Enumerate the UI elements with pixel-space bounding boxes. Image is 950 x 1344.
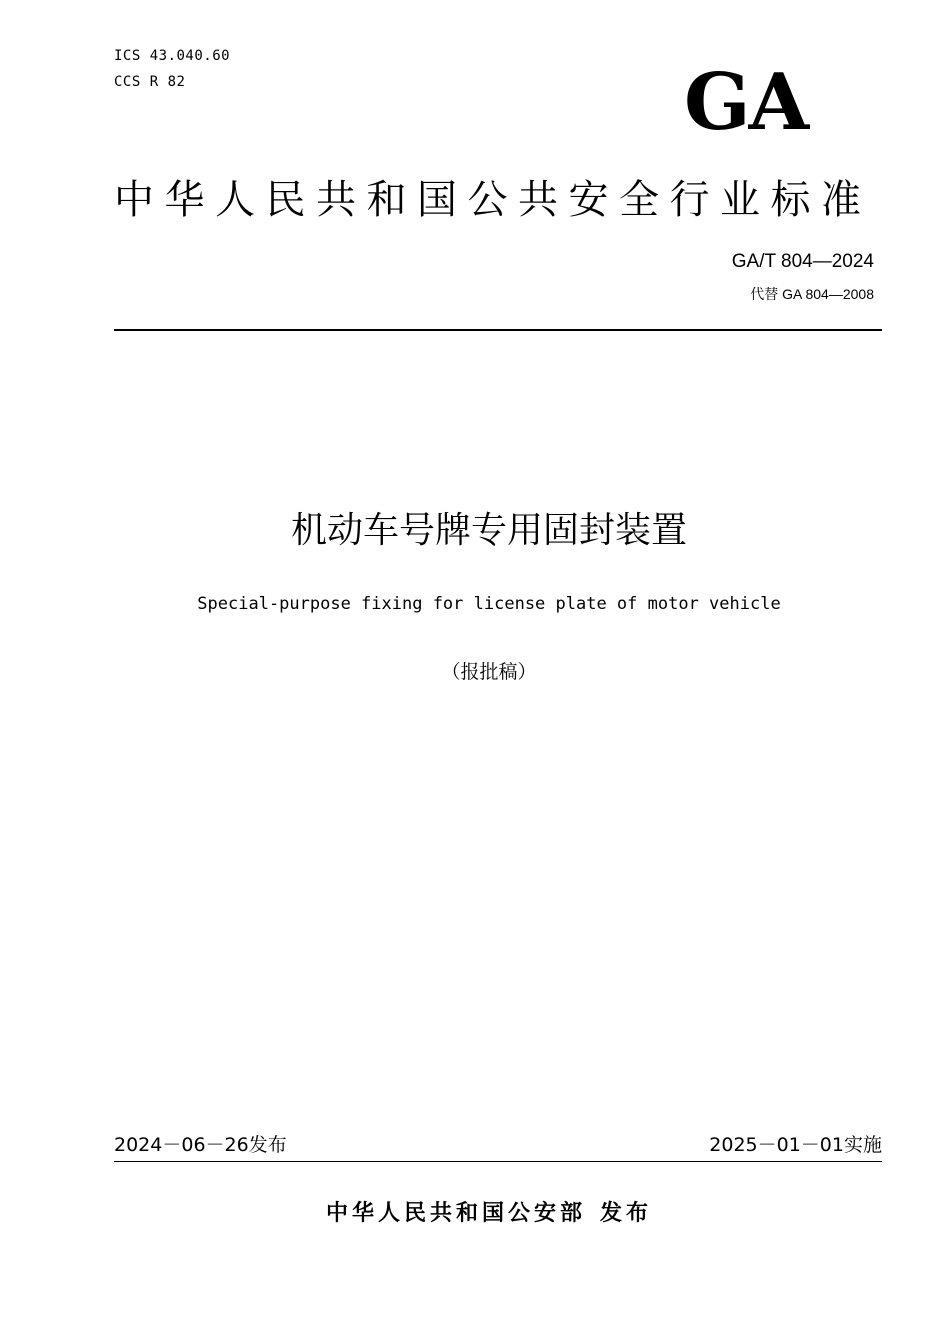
footer-divider: [114, 1161, 882, 1162]
standard-number: GA/T 804—2024: [731, 251, 874, 272]
document-title: 机动车号牌专用固封装置: [290, 510, 687, 551]
issue-date: 2024－06－26发布: [114, 1134, 287, 1156]
document-title-english: Special-purpose fixing for license plate of motor vehicle: [197, 594, 781, 614]
draft-status: （报批稿）: [441, 661, 537, 683]
ga-logo: GA: [684, 57, 808, 148]
replaced-standard: 代替 GA 804—2008: [750, 286, 874, 302]
implementation-date: 2025－01－01实施: [709, 1134, 882, 1156]
ics-code: ICS 43.040.60: [114, 48, 231, 64]
publisher: [0, 1196, 950, 1232]
publisher-name: 中华人民共和国公安部: [325, 1201, 586, 1226]
publisher-action: 发布: [600, 1201, 653, 1226]
header-divider: [114, 329, 882, 331]
ccs-code: CCS R 82: [114, 74, 186, 90]
standard-category: 中华人民共和国公共安全行业标准: [114, 177, 872, 223]
